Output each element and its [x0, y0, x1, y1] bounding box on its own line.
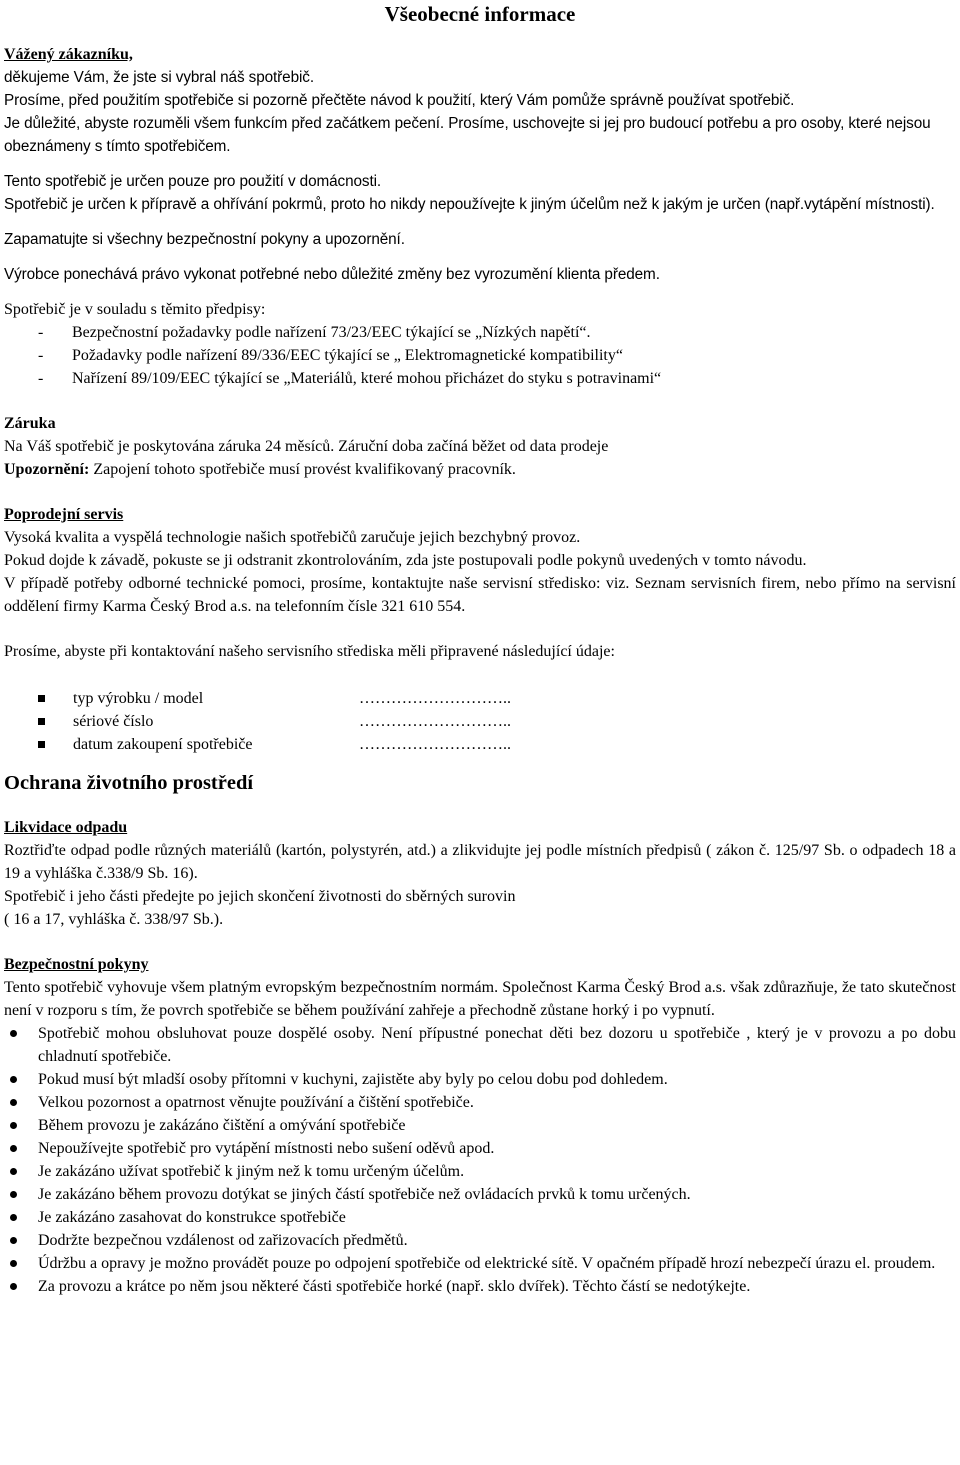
compliance-item — [4, 367, 956, 390]
safety-item-text: Pokud musí být mladší osoby přítomni v kuchyni, zajistěte aby byly po celou dobu pod dohledem. — [38, 1071, 668, 1088]
service-fields-list — [4, 687, 956, 756]
dash-bullet: - — [38, 347, 44, 364]
safety-item-text: Je zakázáno užívat spotřebič k jiným než k tomu určeným účelům. — [38, 1163, 465, 1180]
intro-line-3: Je důležité, abyste rozuměli všem funkcím před začátkem pečení. Prosíme, uschovejte si jej pro budoucí potřebu a pro osoby, které nejsou obeznámeny s tímto spotřebičem. — [4, 115, 931, 155]
disposal-heading: Likvidace odpadu — [4, 819, 128, 836]
safety-item-text: Za provozu a krátce po něm jsou některé části spotřebiče horké (např. sklo dvířek). Těchto částí se nedotýkejte. — [38, 1278, 751, 1295]
safety-item — [4, 1183, 956, 1206]
bullet-dot-icon — [10, 1237, 17, 1244]
disposal-paragraph-2: Spotřebič i jeho části předejte po jejich skončení životnosti do sběrných surovin — [4, 888, 516, 905]
field-label: datum zakoupení spotřebiče — [73, 736, 253, 753]
bullet-dot-icon — [10, 1122, 17, 1129]
safety-item — [4, 1091, 956, 1114]
service-paragraph-3: V případě potřeby odborné technické pomoci, prosíme, kontaktujte naše servisní středisko: viz. Seznam servisních firem, nebo přímo na servisní oddělení firmy Karma Český Brod a.s. na telefonním čísle 321 610 554. — [4, 575, 956, 615]
household-only-text: Tento spotřebič je určen pouze pro použití v domácnosti. — [4, 173, 382, 190]
field-blank: ……………………….. — [359, 713, 511, 730]
bullet-dot-icon — [10, 1030, 17, 1037]
safety-intro: Tento spotřebič vyhovuje všem platným evropským bezpečnostním normám. Společnost Karma Český Brod a.s. však zdůrazňuje, že tato skutečnost není v rozporu s tím, že povrch spotřebiče se během používání zahřeje a přechodně zůstane horký i po vypnutí. — [4, 979, 956, 1019]
compliance-item-text: Nařízení 89/109/EEC týkající se „Materiálů, které mohou přicházet do styku s potravinami“ — [72, 370, 662, 387]
compliance-item-text: Požadavky podle nařízení 89/336/EEC týkající se „ Elektromagnetické kompatibility“ — [72, 347, 623, 364]
dash-bullet: - — [38, 324, 44, 341]
warning-text: Zapojení tohoto spotřebiče musí provést kvalifikovaný pracovník. — [89, 461, 516, 478]
safety-item-text: Je zakázáno během provozu dotýkat se jiných částí spotřebiče než ovládacích prvků k tomu určených. — [38, 1186, 691, 1203]
service-paragraph-1: Vysoká kvalita a vyspělá technologie našich spotřebičů zaručuje jejich bezchybný provoz. — [4, 529, 581, 546]
intro-line-2: Prosíme, před použitím spotřebiče si pozorně přečtěte návod k použití, který Vám pomůže správně používat spotřebič. — [4, 92, 795, 109]
compliance-item — [4, 344, 956, 367]
compliance-list — [4, 321, 956, 390]
disposal-paragraph-1: Roztřiďte odpad podle různých materiálů (kartón, polystyrén, atd.) a zlikvidujte jej podle místních předpisů ( zákon č. 125/97 Sb. o odpadech 18 a 19 a vyhláška č.338/9 Sb. 16). — [4, 842, 956, 882]
intro-line-1: děkujeme Vám, že jste si vybral náš spotřebič. — [4, 69, 314, 86]
field-label: sériové číslo — [73, 713, 154, 730]
purpose-text: Spotřebič je určen k přípravě a ohřívání pokrmů, proto ho nikdy nepoužívejte k jiným účelům než k jakým je určen (např.vytápění místnosti). — [4, 196, 935, 213]
square-bullet-icon — [38, 741, 45, 748]
safety-item-text: Dodržte bezpečnou vzdálenost od zařizovacích předmětů. — [38, 1232, 408, 1249]
field-blank: ……………………….. — [359, 736, 511, 753]
greeting: Vážený zákazníku, — [4, 46, 133, 63]
safety-item-text: Je zakázáno zasahovat do konstrukce spotřebiče — [38, 1209, 346, 1226]
bullet-dot-icon — [10, 1191, 17, 1198]
bullet-dot-icon — [10, 1145, 17, 1152]
bullet-dot-icon — [10, 1214, 17, 1221]
safety-item — [4, 1252, 956, 1275]
remember-text: Zapamatujte si všechny bezpečnostní pokyny a upozornění. — [4, 231, 405, 248]
square-bullet-icon — [38, 695, 45, 702]
bullet-dot-icon — [10, 1076, 17, 1083]
safety-item-text: Údržbu a opravy je možno provádět pouze po odpojení spotřebiče od elektrické sítě. V opačném případě hrozí nebezpečí úrazu el. proudem. — [38, 1255, 936, 1272]
safety-item — [4, 1022, 956, 1068]
service-field — [4, 710, 956, 733]
bullet-dot-icon — [10, 1260, 17, 1267]
safety-item — [4, 1229, 956, 1252]
disposal-paragraph-3: ( 16 a 17, vyhláška č. 338/97 Sb.). — [4, 911, 224, 928]
compliance-lead: Spotřebič je v souladu s těmito předpisy: — [4, 301, 266, 318]
warning-label: Upozornění: — [4, 461, 90, 478]
safety-item — [4, 1068, 956, 1091]
service-field — [4, 733, 956, 756]
bullet-dot-icon — [10, 1283, 17, 1290]
page-title: Všeobecné informace — [384, 2, 576, 26]
compliance-item — [4, 321, 956, 344]
document-page — [0, 2, 960, 1298]
safety-item — [4, 1160, 956, 1183]
warranty-text: Na Váš spotřebič je poskytována záruka 24 měsíců. Záruční doba začíná běžet od data prodeje — [4, 438, 609, 455]
dash-bullet: - — [38, 370, 44, 387]
service-field — [4, 687, 956, 710]
square-bullet-icon — [38, 718, 45, 725]
safety-item-text: Velkou pozornost a opatrnost věnujte používání a čištění spotřebiče. — [38, 1094, 474, 1111]
safety-item — [4, 1275, 956, 1298]
field-blank: ……………………….. — [359, 690, 511, 707]
bullet-dot-icon — [10, 1168, 17, 1175]
warranty-warning — [4, 458, 956, 481]
warranty-heading: Záruka — [4, 415, 56, 432]
field-label: typ výrobku / model — [73, 690, 204, 707]
service-prepare-text: Prosíme, abyste při kontaktování našeho servisního střediska měli připravené následující údaje: — [4, 643, 615, 660]
safety-heading: Bezpečnostní pokyny — [4, 956, 149, 973]
safety-item — [4, 1114, 956, 1137]
safety-item — [4, 1206, 956, 1229]
service-heading: Poprodejní servis — [4, 506, 124, 523]
safety-item-text: Spotřebič mohou obsluhovat pouze dospělé osoby. Není přípustné ponechat děti bez dozoru u spotřebiče , který je v provozu a po dobu chladnutí spotřebiče. — [38, 1025, 956, 1065]
safety-item — [4, 1137, 956, 1160]
service-paragraph-2: Pokud dojde k závadě, pokuste se ji odstranit zkontrolováním, zda jste postupovali podle pokynů uvedených v tomto návodu. — [4, 552, 807, 569]
compliance-item-text: Bezpečnostní požadavky podle nařízení 73/23/EEC týkající se „Nízkých napětí“. — [72, 324, 591, 341]
bullet-dot-icon — [10, 1099, 17, 1106]
environment-heading: Ochrana životního prostředí — [4, 772, 254, 794]
safety-list — [4, 1022, 956, 1298]
safety-item-text: Nepoužívejte spotřebič pro vytápění místnosti nebo sušení oděvů apod. — [38, 1140, 495, 1157]
manufacturer-right-text: Výrobce ponechává právo vykonat potřebné nebo důležité změny bez vyrozumění klienta předem. — [4, 266, 660, 283]
safety-item-text: Během provozu je zakázáno čištění a omývání spotřebiče — [38, 1117, 406, 1134]
